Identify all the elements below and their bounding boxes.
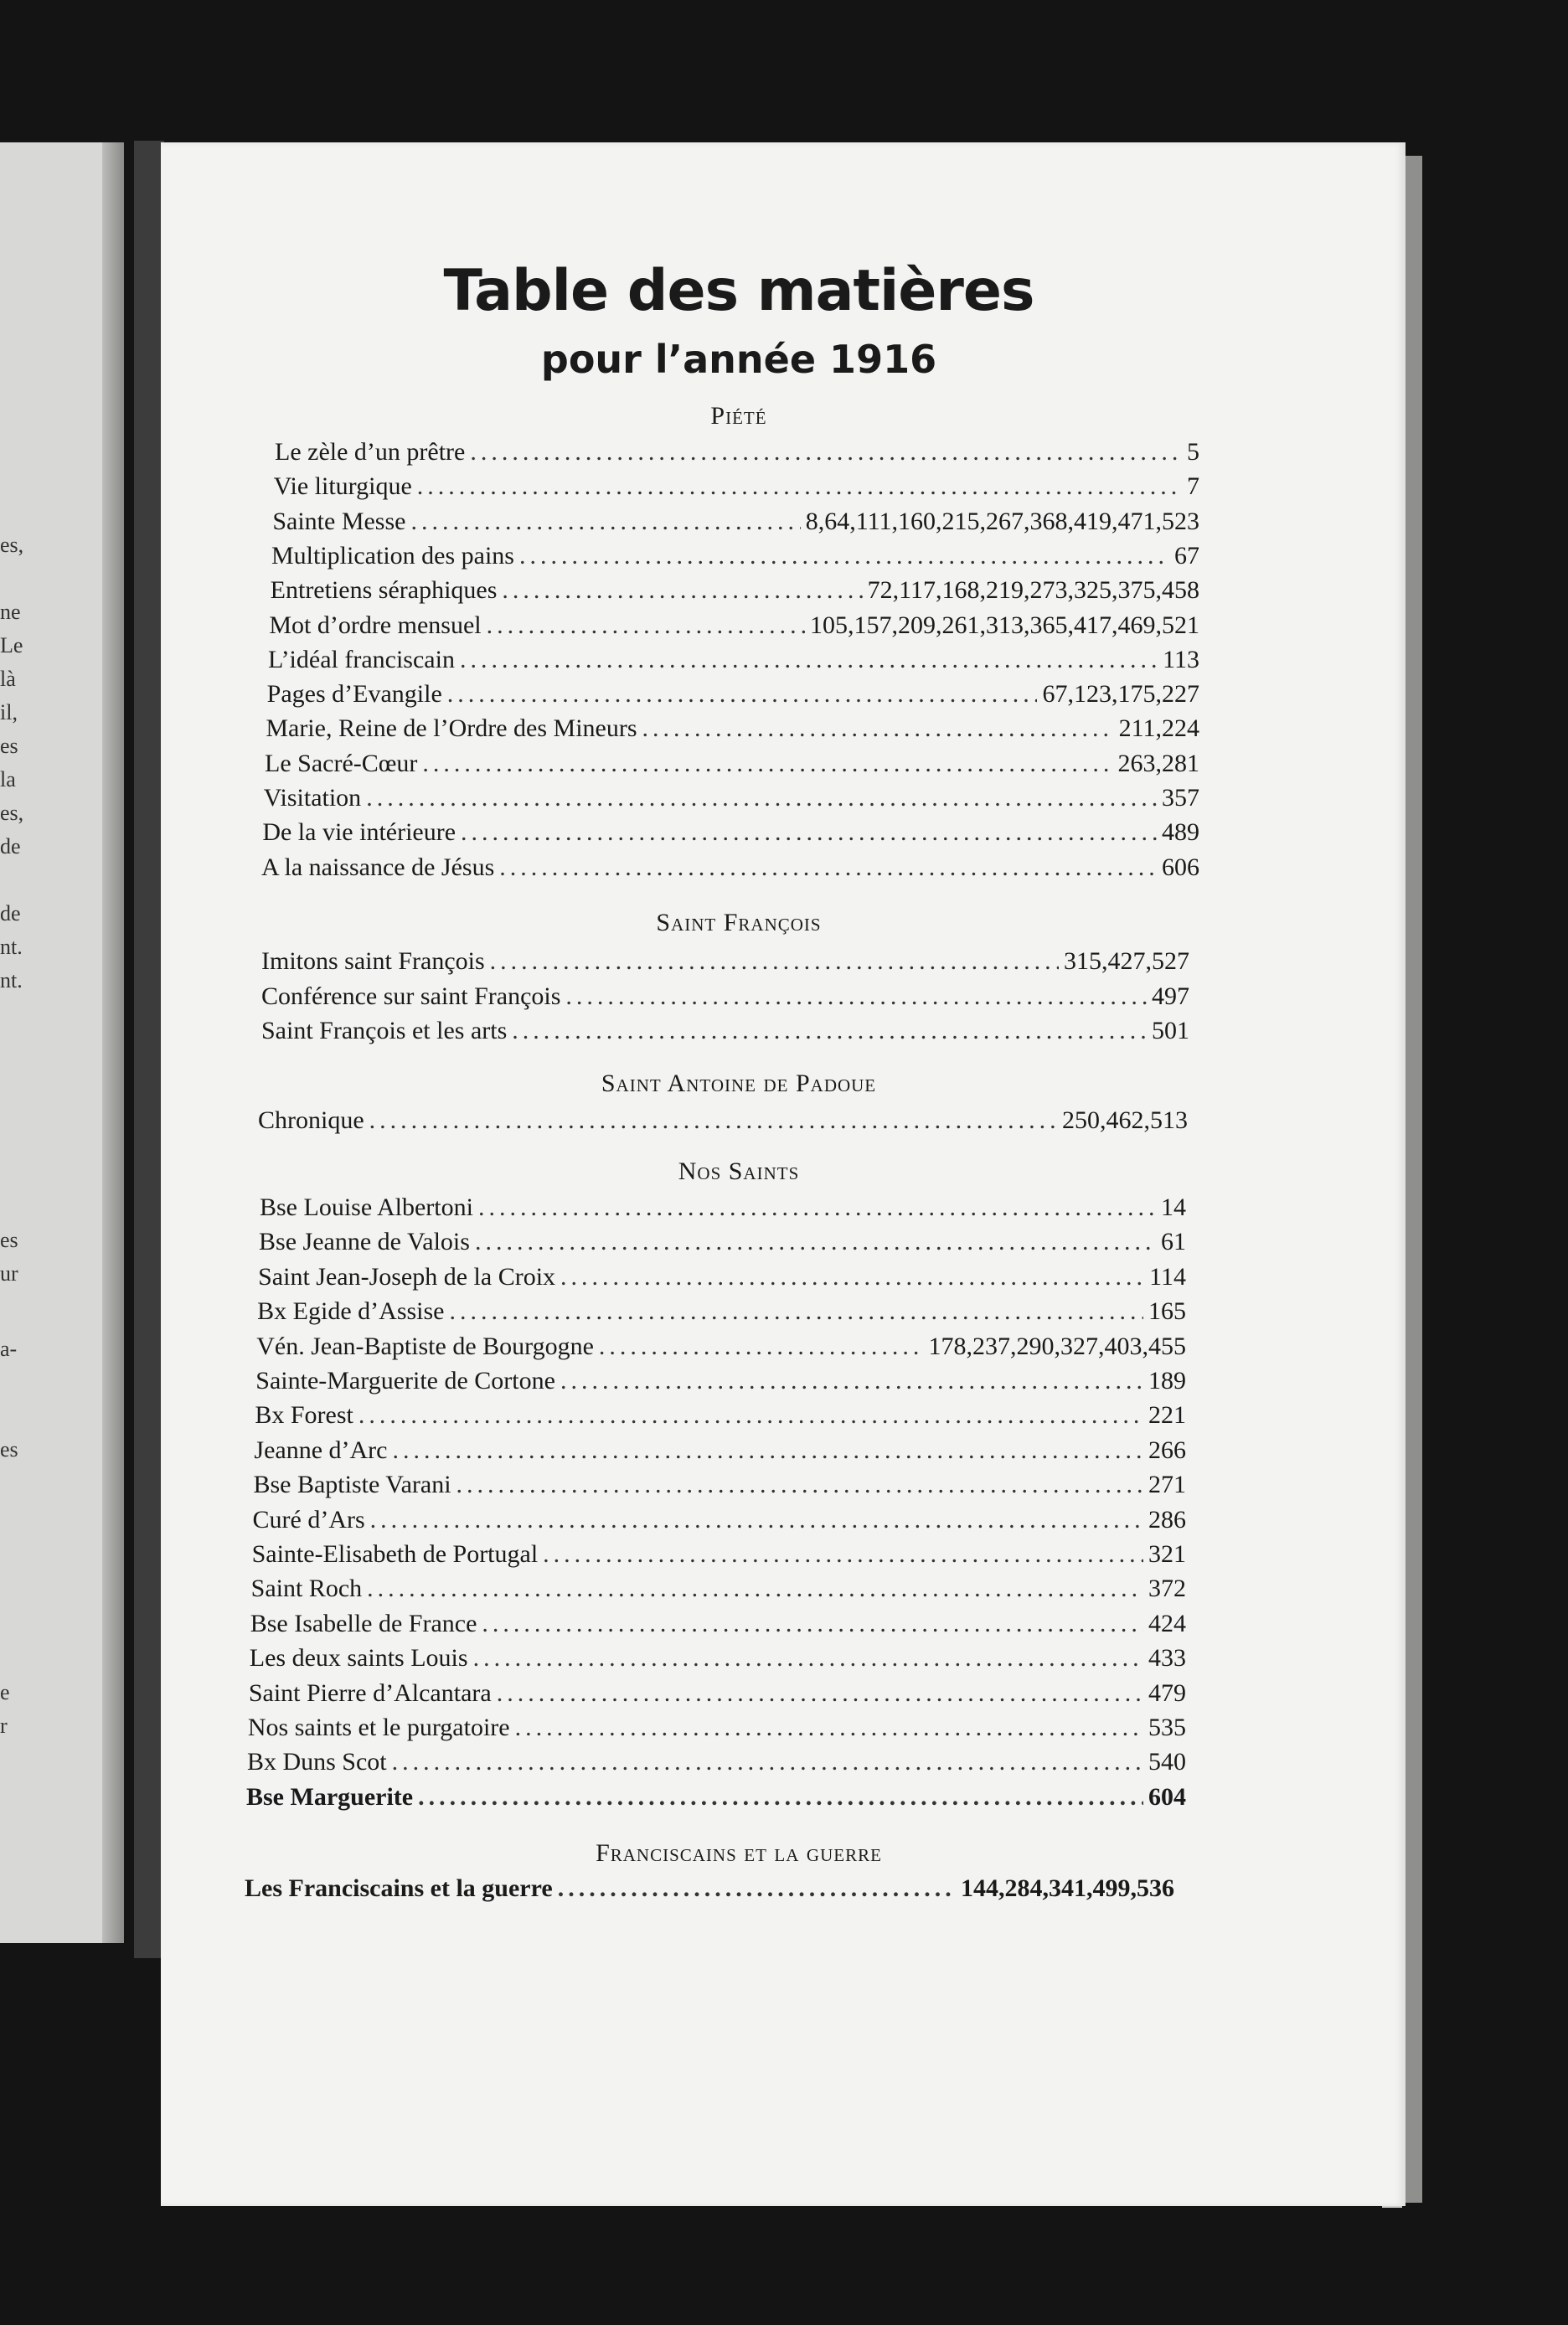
toc-entry-title: Le zèle d’un prêtre <box>275 438 466 466</box>
dot-leader <box>475 1225 1156 1259</box>
toc-entry-pages: 7 <box>1186 472 1199 501</box>
dot-leader <box>642 712 1114 745</box>
section-heading: Nos Saints <box>678 1157 800 1185</box>
toc-entry-pages: 211,224 <box>1118 714 1199 743</box>
dot-leader <box>456 1468 1143 1502</box>
toc-entry[interactable] <box>262 816 1199 849</box>
toc-entry[interactable] <box>253 1468 1186 1502</box>
toc-entry[interactable] <box>252 1538 1186 1571</box>
dot-leader <box>599 1330 924 1364</box>
toc-entry[interactable] <box>269 609 1199 642</box>
toc-entry-pages: 221 <box>1148 1401 1186 1430</box>
toc-entry-title: Saint Jean-Joseph de la Croix <box>258 1262 556 1291</box>
toc-entry-pages: 8,64,111,160,215,267,368,419,471,523 <box>805 507 1199 535</box>
toc-entry-pages: 315,427,527 <box>1064 947 1189 975</box>
toc-entry-title: Saint Roch <box>250 1575 363 1603</box>
dot-leader <box>392 1745 1143 1779</box>
dot-leader <box>461 816 1157 849</box>
left-fragment: là <box>0 667 16 691</box>
dot-leader <box>543 1538 1143 1571</box>
toc-entry[interactable] <box>257 1295 1186 1328</box>
section-heading: Saint François <box>656 909 822 936</box>
toc-entry-title: Entretiens séraphiques <box>270 576 498 605</box>
toc-entry-pages: 144,284,341,499,536 <box>961 1874 1174 1902</box>
toc-entry[interactable] <box>255 1364 1186 1398</box>
toc-entry-pages: 165 <box>1148 1297 1186 1326</box>
toc-entry[interactable] <box>246 1781 1186 1814</box>
toc-entry-title: Sainte Messe <box>272 507 406 535</box>
toc-entry[interactable] <box>253 1503 1186 1537</box>
toc-entry[interactable] <box>261 980 1189 1013</box>
toc-entry-title: Bse Jeanne de Valois <box>259 1228 470 1256</box>
toc-entry-title: Vén. Jean-Baptiste de Bourgogne <box>256 1332 594 1360</box>
toc-entry-title: Chronique <box>258 1106 364 1134</box>
toc-entry[interactable] <box>258 1260 1186 1294</box>
toc-entry[interactable] <box>271 574 1199 607</box>
toc-entry-pages: 372 <box>1148 1575 1186 1603</box>
toc-entry-pages: 489 <box>1161 818 1199 847</box>
toc-entry-pages: 271 <box>1148 1471 1186 1499</box>
dot-leader <box>515 1711 1143 1745</box>
toc-entry-title: Bx Egide d’Assise <box>257 1297 445 1326</box>
left-fragment: la <box>0 767 16 791</box>
book-gutter <box>134 141 164 1958</box>
toc-entry[interactable] <box>274 470 1199 503</box>
toc-entry[interactable] <box>275 436 1199 469</box>
toc-entry-title: Conférence sur saint François <box>261 982 561 1010</box>
section-heading: Franciscains et la guerre <box>596 1839 882 1867</box>
toc-entry[interactable] <box>250 1642 1186 1675</box>
toc-entry-title: Mot d’ordre mensuel <box>269 611 482 639</box>
toc-entry-title: Jeanne d’Arc <box>254 1436 388 1464</box>
dot-leader <box>410 505 800 539</box>
dot-leader <box>470 436 1182 469</box>
left-fragment: es <box>0 1437 18 1462</box>
toc-entry[interactable] <box>250 1607 1186 1641</box>
toc-entry-title: Saint François et les arts <box>261 1017 508 1044</box>
toc-entry-pages: 606 <box>1162 853 1199 881</box>
left-fragment: es, <box>0 533 24 557</box>
toc-entry[interactable] <box>271 539 1199 573</box>
toc-entry[interactable] <box>261 945 1189 978</box>
toc-entry-title: Le Sacré-Cœur <box>265 749 418 777</box>
toc-entry-pages: 357 <box>1161 784 1199 812</box>
toc-entry-title: Bx Duns Scot <box>246 1748 387 1776</box>
toc-entry-title: Bse Isabelle de France <box>250 1609 477 1637</box>
toc-entry[interactable] <box>266 712 1199 745</box>
dot-leader <box>367 1572 1143 1606</box>
toc-entry-pages: 189 <box>1148 1367 1186 1394</box>
toc-entry[interactable] <box>256 1330 1186 1364</box>
toc-entry-title: Les Franciscains et la guerre <box>245 1874 553 1902</box>
toc-entry-title: L’idéal franciscain <box>268 645 455 673</box>
toc-entry[interactable] <box>249 1677 1186 1710</box>
dot-leader <box>487 609 805 642</box>
toc-entry-pages: 105,157,209,261,313,365,417,469,521 <box>809 611 1199 639</box>
toc-entry-pages: 67 <box>1174 541 1199 570</box>
toc-entry[interactable] <box>245 1872 1174 1905</box>
toc-entry-title: Vie liturgique <box>273 472 412 501</box>
dot-leader <box>370 1503 1143 1537</box>
left-fragment: de <box>0 901 21 925</box>
toc-entry-pages: 535 <box>1148 1714 1186 1741</box>
toc-entry-title: Les deux saints Louis <box>249 1644 468 1673</box>
dot-leader <box>473 1642 1143 1675</box>
toc-entry[interactable] <box>267 678 1199 711</box>
toc-entry-pages: 433 <box>1148 1644 1186 1673</box>
dot-leader <box>497 1677 1143 1710</box>
dot-leader <box>450 1295 1143 1328</box>
left-fragment: a- <box>0 1337 18 1361</box>
left-fragment: nt. <box>0 968 23 992</box>
dot-leader <box>490 945 1059 978</box>
left-fragment: es <box>0 734 18 758</box>
left-fragment: es, <box>0 801 24 825</box>
dot-leader <box>560 1364 1143 1398</box>
toc-entry-title: Sainte-Elisabeth de Portugal <box>251 1540 539 1568</box>
left-fragment: r <box>0 1714 8 1738</box>
toc-entry-title: Bse Marguerite <box>246 1782 414 1811</box>
section-heading: Piété <box>710 402 767 430</box>
page-subtitle: pour l’année 1916 <box>540 337 937 382</box>
dot-leader <box>499 851 1157 884</box>
dot-leader <box>460 643 1158 677</box>
toc-entry[interactable] <box>258 1104 1188 1137</box>
toc-entry-pages: 14 <box>1161 1193 1186 1221</box>
toc-entry[interactable] <box>272 505 1199 539</box>
dot-leader <box>366 781 1157 815</box>
toc-entry[interactable] <box>261 851 1199 884</box>
dot-leader <box>565 980 1147 1013</box>
toc-entry-pages: 263,281 <box>1117 749 1199 777</box>
toc-entry-pages: 479 <box>1148 1678 1186 1707</box>
toc-entry-title: Imitons saint François <box>261 947 485 975</box>
toc-entry-pages: 67,123,175,227 <box>1042 680 1199 709</box>
toc-entry-title: Visitation <box>263 784 362 812</box>
toc-entry-pages: 114 <box>1149 1262 1186 1291</box>
dot-leader <box>478 1191 1156 1224</box>
toc-entry[interactable] <box>247 1745 1186 1779</box>
toc-entry-title: Bse Louise Albertoni <box>260 1193 473 1221</box>
toc-entry-pages: 5 <box>1187 438 1199 466</box>
toc-entry[interactable] <box>254 1434 1186 1467</box>
toc-entry-title: A la naissance de Jésus <box>261 853 495 881</box>
toc-entry-title: Marie, Reine de l’Ordre des Mineurs <box>266 714 637 743</box>
left-fragment: ne <box>0 600 21 624</box>
toc-entry-title: Bse Baptiste Varani <box>253 1471 451 1499</box>
toc-entry[interactable] <box>260 1191 1186 1224</box>
toc-entry[interactable] <box>255 1399 1186 1432</box>
dot-leader <box>482 1607 1143 1641</box>
toc-entry-title: Nos saints et le purgatoire <box>247 1714 510 1741</box>
toc-entry-title: Bx Forest <box>255 1401 353 1430</box>
dot-leader <box>560 1260 1144 1294</box>
toc-entry[interactable] <box>265 747 1199 781</box>
section-heading: Saint Antoine de Padoue <box>601 1070 877 1097</box>
toc-entry-title: Curé d’Ars <box>252 1505 365 1534</box>
left-page-shadow <box>102 142 124 1943</box>
toc-entry-pages: 497 <box>1152 982 1189 1010</box>
dot-leader <box>558 1872 956 1905</box>
dot-leader <box>418 1781 1143 1814</box>
left-fragment: Le <box>0 633 23 657</box>
toc-entry[interactable] <box>264 781 1199 815</box>
toc-entry[interactable] <box>251 1572 1186 1606</box>
dot-leader <box>512 1014 1147 1048</box>
left-fragment: e <box>0 1680 10 1704</box>
toc-entry-pages: 604 <box>1148 1782 1186 1811</box>
toc-entry-pages: 178,237,290,327,403,455 <box>928 1332 1186 1360</box>
left-fragment: nt. <box>0 935 23 959</box>
page-title: Table des matières <box>443 258 1034 324</box>
toc-entry-pages: 72,117,168,219,273,325,375,458 <box>867 576 1199 605</box>
left-fragment: de <box>0 834 21 858</box>
dot-leader <box>417 470 1182 503</box>
dot-leader <box>519 539 1169 573</box>
dot-leader <box>358 1399 1143 1432</box>
toc-entry-pages: 266 <box>1148 1436 1186 1464</box>
toc-entry-pages: 286 <box>1148 1505 1186 1534</box>
left-fragment: il, <box>0 700 18 724</box>
toc-entry-title: Pages d’Evangile <box>266 680 442 709</box>
toc-entry-pages: 501 <box>1152 1017 1189 1044</box>
dot-leader <box>447 678 1038 711</box>
toc-entry[interactable] <box>248 1711 1186 1745</box>
toc-entry-pages: 321 <box>1148 1540 1186 1568</box>
left-page-edge <box>0 142 124 1943</box>
dot-leader <box>369 1104 1057 1137</box>
toc-entry-pages: 424 <box>1148 1609 1186 1637</box>
toc-entry[interactable] <box>268 643 1199 677</box>
dot-leader <box>422 747 1112 781</box>
toc-entry-title: Multiplication des pains <box>271 541 514 570</box>
toc-entry-pages: 540 <box>1148 1748 1186 1776</box>
toc-entry-pages: 113 <box>1163 645 1199 673</box>
left-fragment: ur <box>0 1261 18 1286</box>
dot-leader <box>502 574 862 607</box>
toc-entry[interactable] <box>259 1225 1186 1259</box>
toc-entry-title: De la vie intérieure <box>262 818 456 847</box>
toc-entry[interactable] <box>261 1014 1189 1048</box>
toc-entry-pages: 61 <box>1160 1228 1186 1256</box>
toc-entry-title: Sainte-Marguerite de Cortone <box>255 1367 555 1394</box>
toc-entry-title: Saint Pierre d’Alcantara <box>248 1678 492 1707</box>
dot-leader <box>393 1434 1143 1467</box>
left-fragment: es <box>0 1228 18 1252</box>
toc-entry-pages: 250,462,513 <box>1062 1106 1188 1134</box>
